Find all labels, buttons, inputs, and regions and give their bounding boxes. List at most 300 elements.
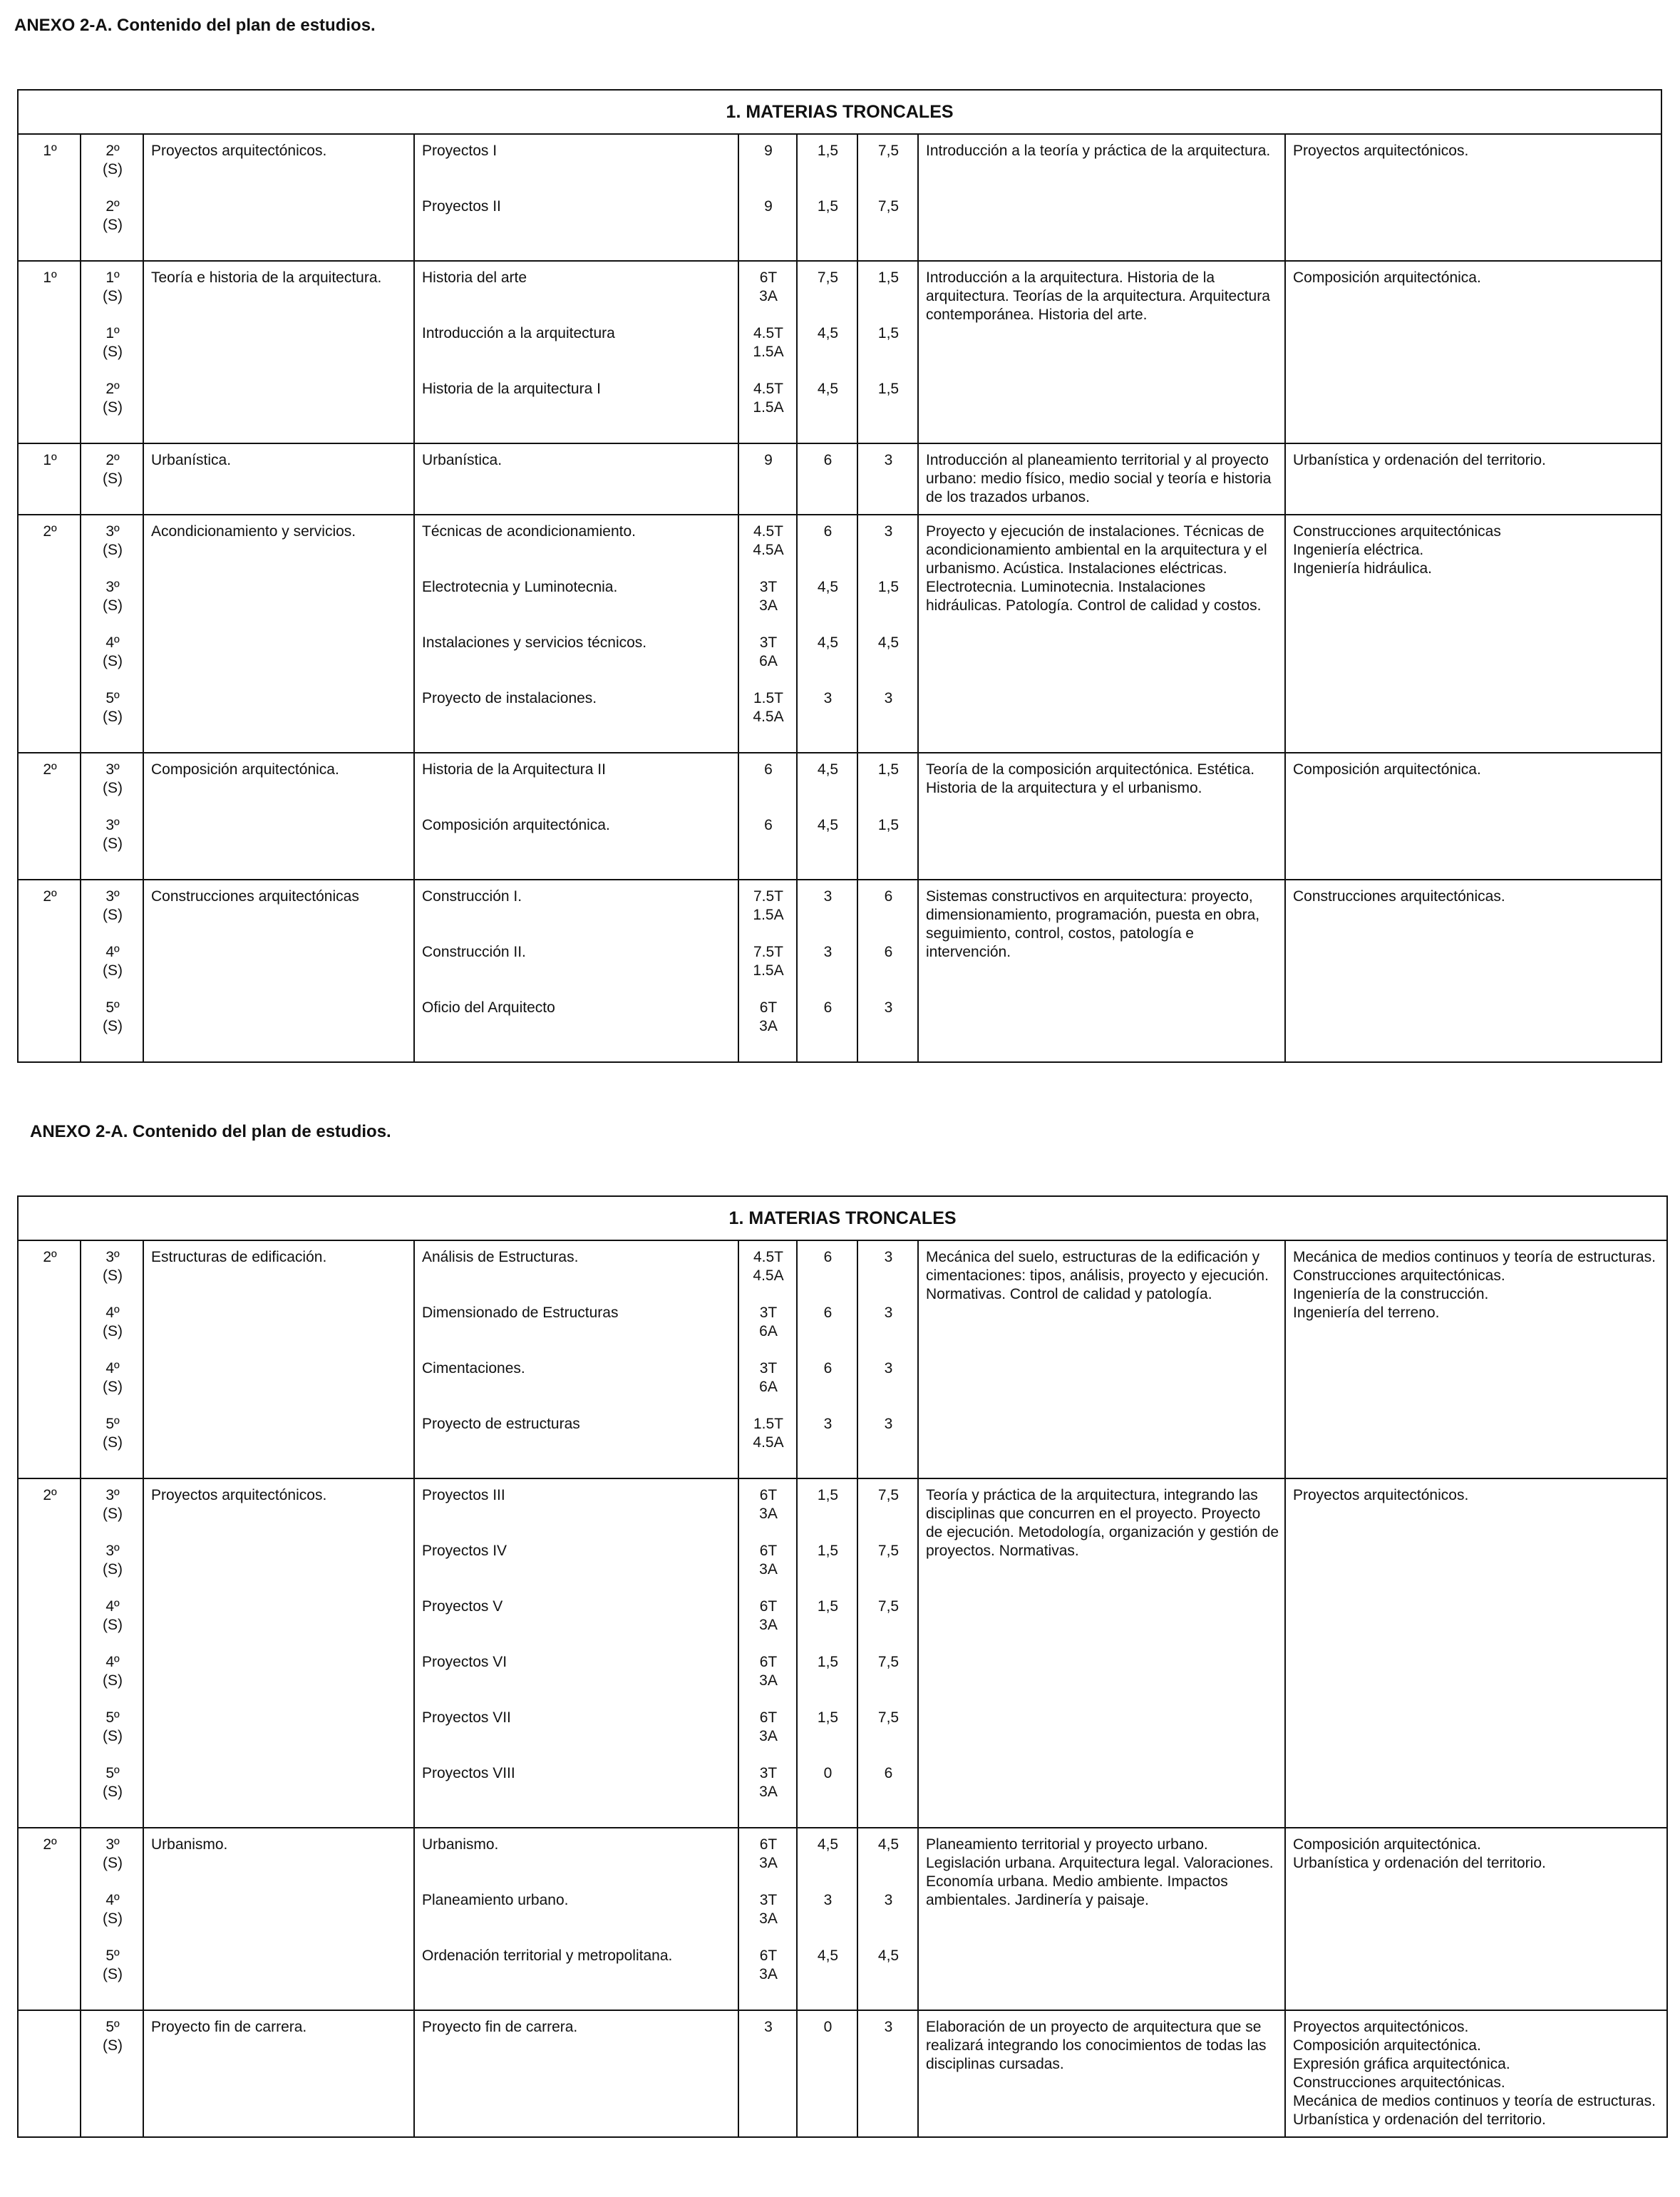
creditos-totales-value-line: 9 (764, 452, 773, 468)
ciclo-value-line: 2º (105, 143, 120, 159)
ciclo-value-line: 5º (105, 1709, 120, 1726)
creditos-practicos-value (865, 2018, 912, 2074)
creditos-practicos-value (865, 1248, 912, 1304)
creditos-teoricos-value-line: 4,5 (817, 579, 839, 595)
ciclo-value (88, 1891, 137, 1947)
ciclo-value-line: (S) (103, 597, 123, 614)
creditos-practicos-value (865, 761, 912, 816)
creditos-teoricos-value (805, 523, 851, 578)
creditos-totales-value-line: 3A (759, 1617, 778, 1633)
ciclo-cell (81, 443, 143, 515)
creditos-totales-value-line: 1.5A (753, 907, 784, 923)
asignatura-value-line: Proyectos V (422, 1598, 503, 1615)
asignatura-value (422, 816, 732, 872)
creditos-teoricos-value-line: 1,5 (817, 198, 839, 215)
creditos-teoricos-value (805, 1304, 851, 1359)
creditos-practicos-cell (857, 2010, 918, 2137)
curso-cell: 2º (18, 753, 81, 880)
asignatura-value-line: Urbanística. (422, 452, 503, 468)
ciclo-value (88, 1764, 137, 1820)
creditos-practicos-value (865, 1597, 912, 1653)
asignatura-value-line: Proyecto de instalaciones. (422, 690, 597, 706)
area-line: Ingeniería eléctrica. (1293, 542, 1424, 558)
creditos-totales-value (746, 1891, 790, 1947)
creditos-practicos-value-line: 1,5 (877, 761, 900, 778)
asignatura-value-line: Planeamiento urbano. (422, 1892, 569, 1908)
ciclo-value-line: (S) (103, 1434, 123, 1451)
ciclo-value-line: 5º (105, 1416, 120, 1432)
materia-cell: Urbanismo. (143, 1828, 414, 2010)
ciclo-value (88, 578, 137, 634)
creditos-teoricos-value-line: 0 (823, 2019, 833, 2035)
creditos-practicos-value-line: 6 (884, 944, 893, 960)
creditos-teoricos-value (805, 2018, 851, 2074)
creditos-practicos-cell (857, 880, 918, 1062)
creditos-totales-value-line: 6A (759, 1323, 778, 1339)
creditos-teoricos-value (805, 689, 851, 745)
creditos-totales-value-line: 6T (759, 1709, 778, 1726)
creditos-teoricos-cell (797, 1828, 857, 2010)
creditos-totales-value-line: 3T (759, 1360, 778, 1377)
creditos-teoricos-value-line: 1,5 (817, 1709, 839, 1726)
area-line: Proyectos arquitectónicos. (1293, 1487, 1469, 1503)
asignatura-cell (414, 753, 738, 880)
creditos-teoricos-value (805, 816, 851, 872)
creditos-practicos-value (865, 197, 912, 253)
ciclo-value-line: 4º (105, 1654, 120, 1670)
area-line: Expresión gráfica arquitectónica. (1293, 2056, 1510, 2072)
creditos-practicos-value (865, 689, 912, 745)
creditos-teoricos-value (805, 1653, 851, 1709)
creditos-totales-value-line: 3A (759, 1506, 778, 1522)
ciclo-cell (81, 880, 143, 1062)
ciclo-value-line: (S) (103, 542, 123, 558)
asignatura-value-line: Proyectos VII (422, 1709, 511, 1726)
ciclo-value-line: 4º (105, 944, 120, 960)
ciclo-cell (81, 753, 143, 880)
creditos-practicos-value-line: 1,5 (877, 579, 900, 595)
creditos-practicos-value (865, 1542, 912, 1597)
ciclo-value-line: 5º (105, 1948, 120, 1964)
creditos-teoricos-cell (797, 134, 857, 261)
creditos-totales-cell (738, 443, 797, 515)
creditos-totales-value-line: 9 (764, 198, 773, 215)
ciclo-value (88, 2018, 137, 2074)
areas-cell (1285, 134, 1661, 261)
ciclo-value-line: 4º (105, 1360, 120, 1377)
creditos-practicos-cell (857, 443, 918, 515)
creditos-teoricos-value (805, 380, 851, 436)
creditos-teoricos-value-line: 7,5 (817, 269, 839, 286)
creditos-teoricos-value-line: 4,5 (817, 1836, 839, 1853)
creditos-practicos-value-line: 7,5 (877, 1654, 900, 1670)
ciclo-value-line: (S) (103, 1617, 123, 1633)
ciclo-value-line: 3º (105, 1487, 120, 1503)
creditos-totales-value (746, 1415, 790, 1471)
area-line: Proyectos arquitectónicos. (1293, 2019, 1469, 2035)
asignatura-value-line: Historia del arte (422, 269, 527, 286)
materia-row (18, 1478, 1667, 1828)
creditos-totales-value-line: 6T (759, 1654, 778, 1670)
creditos-teoricos-cell (797, 880, 857, 1062)
creditos-totales-value-line: 1.5A (753, 399, 784, 416)
ciclo-cell (81, 515, 143, 753)
creditos-teoricos-value-line: 4,5 (817, 325, 839, 341)
creditos-teoricos-value (805, 197, 851, 253)
creditos-practicos-value-line: 6 (884, 1765, 893, 1781)
creditos-practicos-value-line: 3 (884, 999, 893, 1016)
creditos-totales-value-line: 3T (759, 579, 778, 595)
creditos-totales-value-line: 3A (759, 1561, 778, 1578)
creditos-teoricos-value-line: 0 (823, 1765, 833, 1781)
creditos-teoricos-value-line: 4,5 (817, 1948, 839, 1964)
asignatura-value (422, 689, 732, 745)
creditos-totales-cell (738, 515, 797, 753)
ciclo-value-line: 3º (105, 579, 120, 595)
materia-cell: Urbanística. (143, 443, 414, 515)
asignatura-value-line: Proyectos I (422, 143, 498, 159)
creditos-totales-value (746, 1359, 790, 1415)
materia-row (18, 1240, 1667, 1478)
creditos-totales-value-line: 7.5T (753, 944, 784, 960)
asignatura-cell (414, 1478, 738, 1828)
creditos-teoricos-value-line: 6 (823, 1249, 833, 1265)
creditos-practicos-cell (857, 515, 918, 753)
ciclo-value (88, 1597, 137, 1653)
creditos-totales-value (746, 1947, 790, 2002)
creditos-practicos-value (865, 1709, 912, 1764)
creditos-totales-value-line: 6T (759, 1543, 778, 1559)
curso-cell: 2º (18, 880, 81, 1062)
areas-cell (1285, 2010, 1667, 2137)
creditos-totales-cell (738, 880, 797, 1062)
ciclo-value-line: 3º (105, 523, 120, 540)
ciclo-value (88, 816, 137, 872)
asignatura-value (422, 1653, 732, 1709)
asignatura-value (422, 1415, 732, 1471)
curso-cell: 2º (18, 1478, 81, 1828)
creditos-practicos-value-line: 4,5 (877, 1948, 900, 1964)
creditos-totales-value-line: 6A (759, 1379, 778, 1395)
asignatura-value (422, 1542, 732, 1597)
creditos-totales-value-line: 7.5T (753, 888, 784, 905)
ciclo-value-line: 3º (105, 761, 120, 778)
creditos-practicos-value (865, 1359, 912, 1415)
ciclo-value-line: 3º (105, 888, 120, 905)
creditos-practicos-value (865, 1653, 912, 1709)
creditos-teoricos-value-line: 6 (823, 523, 833, 540)
creditos-totales-value (746, 761, 790, 816)
creditos-totales-value (746, 634, 790, 689)
asignatura-value (422, 1304, 732, 1359)
creditos-practicos-value-line: 3 (884, 523, 893, 540)
ciclo-value-line: (S) (103, 907, 123, 923)
creditos-totales-value (746, 943, 790, 999)
materia-cell: Proyecto fin de carrera. (143, 2010, 414, 2137)
asignatura-cell (414, 443, 738, 515)
asignatura-value-line: Análisis de Estructuras. (422, 1249, 579, 1265)
materia-row (18, 443, 1661, 515)
creditos-teoricos-value (805, 1947, 851, 2002)
creditos-practicos-value-line: 7,5 (877, 143, 900, 159)
asignatura-value (422, 887, 732, 943)
creditos-teoricos-value-line: 1,5 (817, 1598, 839, 1615)
creditos-totales-value-line: 1.5T (753, 690, 784, 706)
area-line: Construcciones arquitectónicas. (1293, 888, 1505, 905)
materia-cell: Proyectos arquitectónicos. (143, 1478, 414, 1828)
ciclo-value (88, 1486, 137, 1542)
creditos-teoricos-value (805, 142, 851, 197)
creditos-totales-cell (738, 134, 797, 261)
ciclo-value-line: 5º (105, 999, 120, 1016)
creditos-totales-value-line: 3A (759, 288, 778, 304)
asignatura-value-line: Historia de la arquitectura I (422, 381, 601, 397)
creditos-practicos-cell (857, 753, 918, 880)
creditos-totales-value-line: 9 (764, 143, 773, 159)
creditos-practicos-value (865, 1947, 912, 2002)
curso-cell: 2º (18, 1828, 81, 2010)
creditos-teoricos-cell (797, 753, 857, 880)
creditos-teoricos-value-line: 6 (823, 1305, 833, 1321)
asignatura-value-line: Instalaciones y servicios técnicos. (422, 634, 647, 651)
ciclo-value (88, 634, 137, 689)
materia-row (18, 134, 1661, 261)
ciclo-value-line: 4º (105, 1892, 120, 1908)
creditos-teoricos-value-line: 6 (823, 999, 833, 1016)
materia-row (18, 261, 1661, 443)
creditos-practicos-value (865, 943, 912, 999)
creditos-practicos-value-line: 1,5 (877, 817, 900, 833)
areas-cell (1285, 515, 1661, 753)
asignatura-value-line: Cimentaciones. (422, 1360, 525, 1377)
asignatura-value-line: Proyecto fin de carrera. (422, 2019, 578, 2035)
creditos-totales-value-line: 4.5T (753, 325, 784, 341)
creditos-totales-value-line: 3A (759, 1672, 778, 1689)
ciclo-value (88, 1709, 137, 1764)
creditos-totales-value-line: 4.5A (753, 542, 784, 558)
creditos-totales-value (746, 1248, 790, 1304)
creditos-teoricos-value-line: 3 (823, 888, 833, 905)
creditos-totales-value-line: 6T (759, 1598, 778, 1615)
ciclo-value (88, 269, 137, 324)
creditos-teoricos-value (805, 1836, 851, 1891)
asignatura-value (422, 523, 732, 578)
ciclo-value-line: (S) (103, 780, 123, 796)
ciclo-value-line: 5º (105, 2019, 120, 2035)
area-line: Ingeniería hidráulica. (1293, 560, 1432, 577)
ciclo-value-line: (S) (103, 1506, 123, 1522)
creditos-teoricos-value (805, 1764, 851, 1820)
ciclo-value-line: 3º (105, 1543, 120, 1559)
creditos-practicos-value (865, 634, 912, 689)
creditos-teoricos-cell (797, 2010, 857, 2137)
ciclo-value-line: (S) (103, 1966, 123, 1982)
curso-cell: 1º (18, 261, 81, 443)
ciclo-value-line: (S) (103, 470, 123, 487)
creditos-totales-value-line: 4.5A (753, 709, 784, 725)
creditos-teoricos-value-line: 4,5 (817, 634, 839, 651)
ciclo-value (88, 1947, 137, 2002)
area-line: Composición arquitectónica. (1293, 269, 1481, 286)
ciclo-cell (81, 134, 143, 261)
asignatura-value-line: Urbanismo. (422, 1836, 499, 1853)
ciclo-value (88, 689, 137, 745)
asignatura-value (422, 2018, 732, 2074)
ciclo-value-line: (S) (103, 344, 123, 360)
creditos-totales-value-line: 3A (759, 1728, 778, 1744)
asignatura-value (422, 1836, 732, 1891)
creditos-totales-value (746, 1304, 790, 1359)
materia-row (18, 515, 1661, 753)
ciclo-value (88, 1542, 137, 1597)
ciclo-value (88, 451, 137, 507)
asignatura-value-line: Proyectos III (422, 1487, 505, 1503)
asignatura-value (422, 1891, 732, 1947)
section-header: 1. MATERIAS TRONCALES (18, 90, 1661, 134)
creditos-practicos-value-line: 7,5 (877, 1709, 900, 1726)
creditos-teoricos-value (805, 999, 851, 1054)
creditos-practicos-value-line: 4,5 (877, 1836, 900, 1853)
areas-cell (1285, 880, 1661, 1062)
descripcion-cell: Teoría de la composición arquitectónica. Estética. Historia de la arquitectura y el urbanismo. (918, 753, 1285, 880)
ciclo-value (88, 1415, 137, 1471)
creditos-totales-value-line: 3A (759, 597, 778, 614)
asignatura-value (422, 1709, 732, 1764)
ciclo-value-line: (S) (103, 653, 123, 669)
ciclo-value (88, 1304, 137, 1359)
creditos-totales-value-line: 3A (759, 1910, 778, 1927)
creditos-practicos-value-line: 7,5 (877, 1598, 900, 1615)
ciclo-value (88, 380, 137, 436)
creditos-practicos-value (865, 816, 912, 872)
area-line: Proyectos arquitectónicos. (1293, 143, 1469, 159)
asignatura-value-line: Proyectos II (422, 198, 501, 215)
ciclo-value-line: 4º (105, 634, 120, 651)
area-line: Mecánica de medios continuos y teoría de estructuras. (1293, 2093, 1656, 2109)
descripcion-cell: Introducción a la teoría y práctica de la arquitectura. (918, 134, 1285, 261)
creditos-teoricos-value (805, 761, 851, 816)
asignatura-value (422, 634, 732, 689)
creditos-totales-value (746, 380, 790, 436)
asignatura-value (422, 142, 732, 197)
descripcion-cell: Proyecto y ejecución de instalaciones. Técnicas de acondicionamiento ambiental en la arquitectura y el urbanismo. Acústica. Instalaciones eléctricas. Electrotecnia. Luminotecnia. Instalaciones hidráulicas. Patología. Control de calidad y costos. (918, 515, 1285, 753)
area-line: Composición arquitectónica. (1293, 2037, 1481, 2054)
ciclo-value-line: 3º (105, 1249, 120, 1265)
area-line: Construcciones arquitectónicas (1293, 523, 1501, 540)
area-line: Construcciones arquitectónicas. (1293, 1267, 1505, 1284)
creditos-totales-value-line: 4.5A (753, 1434, 784, 1451)
materia-row (18, 753, 1661, 880)
curso-cell: 1º (18, 134, 81, 261)
creditos-practicos-cell (857, 1478, 918, 1828)
creditos-totales-value-line: 3T (759, 1765, 778, 1781)
creditos-teoricos-value (805, 1542, 851, 1597)
creditos-practicos-value-line: 3 (884, 1892, 893, 1908)
creditos-teoricos-value (805, 324, 851, 380)
creditos-totales-value (746, 451, 790, 507)
creditos-totales-value (746, 1597, 790, 1653)
descripcion-cell: Planeamiento territorial y proyecto urbano. Legislación urbana. Arquitectura legal. Valoraciones. Economía urbana. Medio ambiente. Impactos ambientales. Jardinería y paisaje. (918, 1828, 1285, 2010)
materia-row (18, 1828, 1667, 2010)
creditos-practicos-value-line: 3 (884, 1305, 893, 1321)
materia-cell: Teoría e historia de la arquitectura. (143, 261, 414, 443)
asignatura-value-line: Proyectos VI (422, 1654, 507, 1670)
creditos-teoricos-value-line: 4,5 (817, 817, 839, 833)
creditos-teoricos-value (805, 1891, 851, 1947)
ciclo-value-line: 1º (105, 269, 120, 286)
asignatura-cell (414, 1828, 738, 2010)
area-line: Composición arquitectónica. (1293, 1836, 1481, 1853)
creditos-practicos-value-line: 3 (884, 690, 893, 706)
materia-cell: Composición arquitectónica. (143, 753, 414, 880)
creditos-teoricos-value-line: 1,5 (817, 143, 839, 159)
creditos-totales-cell (738, 1240, 797, 1478)
ciclo-value-line: 2º (105, 198, 120, 215)
ciclo-value-line: (S) (103, 399, 123, 416)
creditos-practicos-value (865, 380, 912, 436)
creditos-totales-value (746, 197, 790, 253)
creditos-teoricos-cell (797, 443, 857, 515)
creditos-practicos-value (865, 523, 912, 578)
area-line: Ingeniería de la construcción. (1293, 1286, 1489, 1302)
creditos-practicos-value-line: 3 (884, 452, 893, 468)
ciclo-value-line: (S) (103, 1323, 123, 1339)
creditos-totales-value-line: 3A (759, 1855, 778, 1871)
creditos-practicos-cell (857, 261, 918, 443)
creditos-totales-value-line: 1.5A (753, 344, 784, 360)
asignatura-cell (414, 1240, 738, 1478)
areas-cell (1285, 1828, 1667, 2010)
asignatura-value-line: Ordenación territorial y metropolitana. (422, 1948, 673, 1964)
asignatura-value (422, 1764, 732, 1820)
ciclo-cell (81, 1240, 143, 1478)
creditos-practicos-value-line: 3 (884, 1249, 893, 1265)
ciclo-value (88, 324, 137, 380)
creditos-totales-value-line: 3 (764, 2019, 773, 2035)
asignatura-value (422, 943, 732, 999)
annex-title: ANEXO 2-A. Contenido del plan de estudios. (30, 1122, 391, 1141)
creditos-practicos-value (865, 578, 912, 634)
asignatura-cell (414, 134, 738, 261)
asignatura-value (422, 380, 732, 436)
creditos-practicos-value-line: 1,5 (877, 269, 900, 286)
creditos-teoricos-value (805, 1486, 851, 1542)
area-line: Urbanística y ordenación del territorio. (1293, 2111, 1546, 2128)
asignatura-value (422, 324, 732, 380)
creditos-teoricos-value (805, 578, 851, 634)
ciclo-value (88, 523, 137, 578)
creditos-totales-value-line: 6T (759, 1836, 778, 1853)
creditos-practicos-value (865, 999, 912, 1054)
creditos-practicos-value-line: 3 (884, 2019, 893, 2035)
creditos-practicos-value (865, 1891, 912, 1947)
ciclo-value (88, 1248, 137, 1304)
asignatura-value-line: Proyectos IV (422, 1543, 507, 1559)
asignatura-value-line: Oficio del Arquitecto (422, 999, 555, 1016)
creditos-practicos-value (865, 269, 912, 324)
creditos-totales-value (746, 142, 790, 197)
creditos-teoricos-value-line: 6 (823, 1360, 833, 1377)
creditos-practicos-cell (857, 1828, 918, 2010)
asignatura-value (422, 1486, 732, 1542)
asignatura-value (422, 197, 732, 253)
creditos-totales-value (746, 816, 790, 872)
materia-row (18, 880, 1661, 1062)
creditos-teoricos-value-line: 1,5 (817, 1487, 839, 1503)
area-line: Mecánica de medios continuos y teoría de estructuras. (1293, 1249, 1656, 1265)
creditos-practicos-value (865, 324, 912, 380)
areas-cell (1285, 753, 1661, 880)
